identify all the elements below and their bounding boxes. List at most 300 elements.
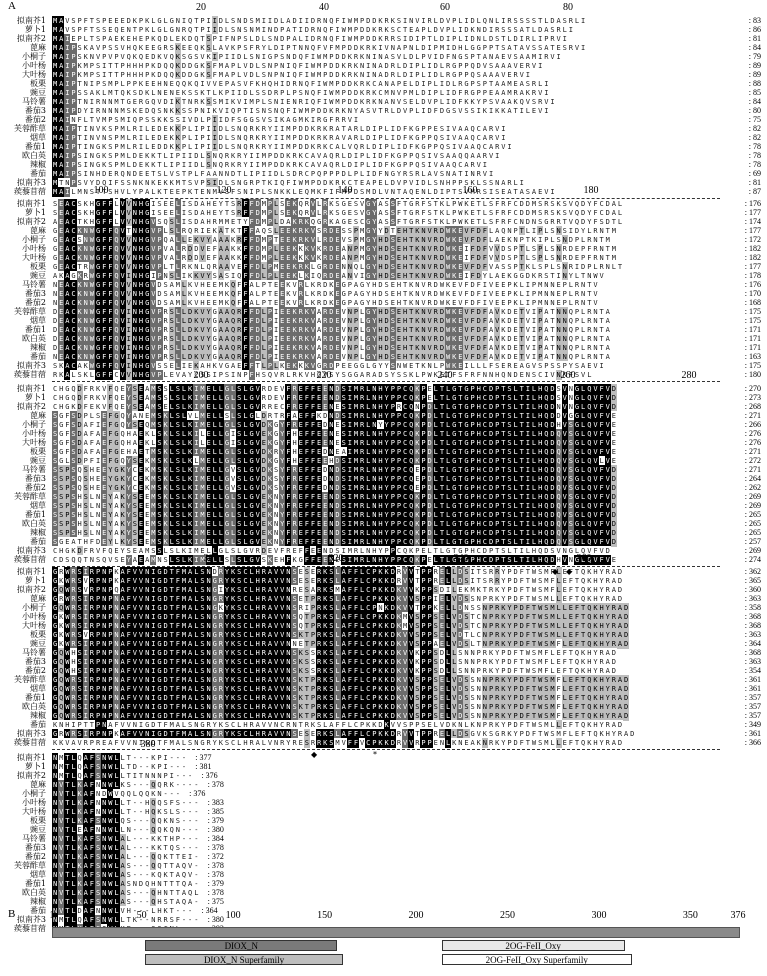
residue-count: : 272 [744,456,761,465]
alignment-block [0,2,767,208]
sequence: S S P S H S L N E Y A K Y S E E M S K L S L K I M E L L G L S L G V E K N Y F R E F F E E N D S I M R L N H Y P P C Q K P D L T L G T G P H C D P T S L T I L H Q D Q V S G L Q V F V D [52,502,616,510]
species-name: 小桐子 [22,789,46,798]
species-name: 烟草 [30,870,46,879]
species-name: 番茄2 [24,666,46,675]
sequence: G Q W R S I R P N P N A F V V N I G D T F M A L S N G K Y K S C L H R A V V N S R I P R K S L A F F L C P N K D K V V T P P K E L L D N S S N P R K Y P D F T W S M L L E F T Q K H Y R A D [52,604,629,612]
residue-count: : 265 [744,519,761,528]
sequence: M A I P S S A K L M T Q K S D K L N E N E K S S K T L K P I I D L S S D R P L P S N Q F I W M P D D K R K C M N V P M L D I P L I D F R G P P E A A M R A K R V I [52,89,549,97]
sequence: N E A C K N W G F F Q V V N H G V D S A M L K V H E E M K Q F F A L P T E E K V R L K R D K E G P A G Y H D S E H T K N V R D W K E V F D F I V E E P K L I P M N N E P L R N T V [52,281,598,289]
scale-tick-label: 200 [408,910,424,921]
species-name: 拟南芥2 [16,34,46,43]
residue-count: : 380 [207,825,224,834]
residue-count: : 176 [744,199,761,208]
residue-count: : 182 [744,253,761,262]
residue-count: : 264 [744,474,761,483]
sequence: N V T L E A F N N W L L N - - - Q Q K Q N - - - [52,826,199,834]
species-name: 马铃薯 [22,465,46,474]
sequence: C D S Q Q T N S Q V S E Y A E A M N S L S L K I M E L L S L S L G V S K E H F K G F F E E N E S I M R L N H Y P P C Q K P E L T L G T G P H C D P T S L T I L H Q D H V N G L Q V F V E [52,556,616,564]
residue-count: : 89 [748,61,761,70]
sequence: G E A C K N W G F F Q V V N H G V P V A L R D D V E F A A K K F F D M P L E E K K K V K R D E A N P M G Y H D S E H T K N V R D W K E I F D F V V D S P T L S P L S N R D E P F R N T M [52,254,616,262]
species-name: 板栗 [30,816,46,825]
residue-count: : 176 [744,280,761,289]
residue-count: : 381 [195,762,212,771]
sequence: C H G K D F E K V F Q E Y S E A M S E L S L K I M E L L G L S L G V R R E C F R E F F E E N E S I M R L N H Y P R C Q N P D L T L G T G P H C D P T S L T I L H Q D N V N G L Q V F V D [52,403,616,411]
sequence: M A I P T N I R N N M T G E R G Q V D I K T N R K S S M I K V I M P L S N I E N R I Q F I W M P D D K R K N A N V S E L D V P L I D F K K Y P S V A A K Q V S R V I [52,98,555,106]
species-name: 烟草 [30,316,46,325]
residue-count: : 265 [744,528,761,537]
residue-count: : 177 [744,226,761,235]
residue-count: : 174 [744,217,761,226]
sequence: M A I L M N S T T S H V L Y P A L K T E E P K T E N M V S F S N I P L S N K K L E Q M K F I F M P D S M D L V N T A Q E N L D I P T S V M R S I S E A T A S A E V I [52,188,555,196]
scale-tick-label: 250 [500,910,515,921]
residue-count: : 87 [748,187,761,196]
species-name: 番茄1 [24,325,46,334]
residue-count: : 363 [744,594,761,603]
species-name: 豌豆 [30,456,46,465]
species-name: 拟南芥2 [16,585,46,594]
ruler-tick-label: 40 [319,2,329,13]
species-name: 马铃薯 [22,834,46,843]
sequence: N V T L D A F N N W L V H - - - L H K T - - - [52,907,193,915]
residue-count: : 269 [744,492,761,501]
sequence: M A V S P F T S S E Q E N T P K L G L G N R Q T P I I D L S N S N M I N D P A T I D R N Q F I W M P D D K R K S C T E A P L D V P L I D K N D I R S S S A T L D A S R L I [52,26,573,34]
residue-count: : 383 [207,798,224,807]
residue-count: : 378 [207,870,224,879]
panel-a-label: A [8,0,16,12]
residue-count: : 361 [744,729,761,738]
sequence: G Q W R S I R P N P N A F V V N I G D T F M A L S N G R Y K S C L H R A V V N S K T P R K S L A F F L C P K K D K V V S P P S E L V D S S N N P R K Y P D F T W S M F L E F T Q K H Y R A D [52,694,629,702]
sequence: N V T L K A F S N W L A S - - - Q H N T T A Q L [52,889,199,897]
ruler-tick-label: 280 [681,370,697,381]
active-site-star: * [373,750,377,759]
residue-count: : 180 [744,370,761,379]
residue-count: : 363 [744,630,761,639]
sequence: D E A C K N W G F F Q V I N H G V P R S L L D K V Y G A A Q R F F D L P I E E K R K V A R D E V N P L G Y H D S E H T K N V R D W K E V F D F A V K D E T V I P A T N N Q P L R N T A [52,326,610,334]
species-name: 芙蓉酢草 [14,675,46,684]
sequence: S S P S H S L N E Y A K Y S E E M S K L S L K I M E L L G L S L G V E K N Y F R E F F E E N D S I M R L N H Y P P C Q K P D L T L G T G P H C D P T S L T I L H Q D Q V S G L Q V F V D [52,529,616,537]
species-name: 小叶杨 [22,798,46,807]
species-name: 番茄3 [24,106,46,115]
species-name: 番茄3 [24,474,46,483]
sequence: M A I P S I N H D E R Q N D E E T S L V S T P L F A A N N D T L I P I I D L S D R C P Q P P P D L P L I D F N G Y R S R L A V S N A T I N R V I [52,170,494,178]
species-name: 番茄2 [24,298,46,307]
species-name: 蒺藜苜蓿 [14,187,46,196]
residue-count: : 69 [748,169,761,178]
sequence: M A I P S K A V P S S V H Q K E E G R S K E E Q K S L A V K P S F R Y L D I P T N N Q F V F M P D D K R K I V N A P N L D I P M I D H L G G P P T S A T A V S S A T E S R V I [52,44,586,52]
residue-count: : 378 [207,861,224,870]
residue-count: : 84 [748,97,761,106]
residue-count: : 361 [744,684,761,693]
residue-count: : 79 [748,52,761,61]
sequence: S S P S Q S H E E Y G K Y C E K M S K L S L K I M E L L G V S L G V D K S Y F R E F F E D N D S I M R L N H Y P P C Q E P D L T L G T G P H C D P T S L T I L H Q D Q V S G L Q V F V D [52,475,616,483]
species-name: 欧白英 [22,334,46,343]
species-name: 烟草 [30,684,46,693]
residue-count: : 177 [744,262,761,271]
residue-count: : 271 [744,447,761,456]
sequence: N V T L K A F N N W L L T - - H Q Q S F S - - - [52,799,199,807]
species-name: 小叶杨 [22,429,46,438]
species-name: 萝卜1 [24,25,46,34]
species-name: 蓖麻 [30,43,46,52]
species-name: 辣椒 [30,897,46,906]
sequence: G K W R S V R P N P K A F V V N I G D T F M A L S N G R Y K S C L H R A V V N S E S E R K S L A F F L C P K K D R V V T P P R E L L D S I T S R R Y P D F T W S M F L E F T Q K H Y R A D [52,577,623,585]
species-name: 小桐子 [22,235,46,244]
sequence: G Q W R S I R P N P N A F V V N I G D T F M A L S N G R Y K S C L H R A V V N S K T P R K S L A F F L C P K K D K V V S P P S E L V D S S N N P R K Y P D F T W S M F L E F T Q K H Y R A D [52,676,629,684]
domain-map [0,910,767,976]
species-name: 欧白英 [22,702,46,711]
residue-count: : 182 [744,244,761,253]
residue-count: : 360 [744,585,761,594]
species-name: 豌豆 [30,88,46,97]
scale-tick-label: 350 [682,910,698,921]
sequence: K K V A V R P R E A F V V N I G D T F M A L S N G R Y K S C L H R A L V N R Y R E S R R K S M V F F V C P K K D R V V R P P E N L K N E A K N R K Y P D F T W S M L L E F T Q K H Y R A D [52,739,623,747]
sequence: A E A C T K H G F F L V V N H G V S Q S L I S D A H R M M E T Y F D M P L D A K R K Q G R K A G E S C G Y A S S F T G R F S T K L P W K E T L S F R F C N D N S G R R T V Q D Y F S D T L [52,218,623,226]
species-name: 蓖麻 [30,594,46,603]
residue-count: : 175 [744,361,761,370]
position-ruler [0,370,767,382]
species-name: 番茄1 [24,510,46,519]
residue-count: : 82 [748,133,761,142]
sequence: S G F S D A F I E F G Q Y S E Q M S K L S L K I M E L L G L S L G V D K G Y F R E F F E D N E S I M R L N Y Y P P C Q K P D L T L G T G P H C D P T S L T I L H Q D H V S G L Q V F V E [52,421,616,429]
sequence: N V T L K A F S N W L A L - - - Q Q K T T E I - [52,853,199,861]
sequence: S G F S D A F A E F G Q H A E K L S K L S L K I L E L L G I S L G V E K G Y F H E F F E E N E S I M R L N H Y P P C Q K P D L T L G T G P H C D P T S L T I L H Q D Q V S G L Q V F V E [52,430,616,438]
species-name: 拟南芥1 [16,16,46,25]
sequence: N V T L K A F N D W V Q Q L Q Q K N - - - [52,790,180,798]
sequence: S S P S H S L N E Y A K Y S E E M S K L S L K I M E L L G L S L G V E K N Y F R E F F E E N D S I M R L N H Y P P C Q K P D L T L G T G P H C D P T S L T I L H Q D Q V S G L Q V F V D [52,511,616,519]
residue-count: : 376 [201,771,218,780]
sequence: G E A C K N W G F F Q V T N H G V P L S L R Q R I E K A T K T F F A Q S L E E K R K V S R D E S S P M G Y Y D T E H T K N V R D W K E V F D F L A Q N P T L I P L S N S I D Y L R N T M [52,227,616,235]
residue-count: : 266 [744,420,761,429]
sequence: M A V S P F T S P E E E D K P K L G L G N I Q T P I I D L S N D S M I I D L A D I I D R N Q F I W M P D D K R K S I N V I R L D V P L I D L Q N L I R S S S S T L D A S R L I [52,17,586,25]
ruler-tick-label: 340 [453,553,469,564]
species-name: 芙蓉酢草 [14,307,46,316]
residue-count: : 269 [744,501,761,510]
residue-count: : 88 [748,79,761,88]
residue-count: : 380 [207,915,224,924]
species-name: 马铃薯 [22,648,46,657]
species-name: 小叶杨 [22,61,46,70]
sequence: C H G K D F R V F Q E Y S E A M S S L S L K I M E L L G L S L G V R D E V F R E F F E E N D S I M R L N H Y P P C Q K P E L T L G T G P H C D P T S L T I L H Q D S V N G L Q V F V D [52,547,610,555]
species-name: 拟南芥1 [16,753,46,762]
species-name: 豌豆 [30,271,46,280]
species-name: 萝卜1 [24,576,46,585]
iron-binding-diamond: ◆ [552,567,559,576]
species-name: 蒺藜苜蓿 [14,370,46,379]
residue-count: : 276 [744,429,761,438]
position-ruler [0,185,767,197]
species-name: 蒺藜苜蓿 [14,738,46,747]
residue-count: : 372 [207,852,224,861]
species-name: 番茄1 [24,693,46,702]
sequence: M A I P K M P S I T T P H H H P K D Q Q K D D G K S F M A P L V D L S N P N I Q F I W M P D D K R K N I N A D R L D I P L I D L R G P P Q D V S A A A V E R V I [52,62,543,70]
ruler-tick-label: 320 [328,553,344,564]
species-name: 蒺藜苜蓿 [14,555,46,564]
species-name: 烟草 [30,133,46,142]
residue-count: : 358 [744,603,761,612]
ruler-tick-label: 140 [337,185,353,196]
species-name: 大叶杨 [22,438,46,447]
species-name: 欧白英 [22,519,46,528]
iron-binding-diamond: ◆ [311,750,318,759]
sequence: G R W R S I R P N P N A F V V N I G D T F M A L S N G R Y K S C L H R A V V N S E T P R K S L A F F L C P K K D K V V S P P I E L V D S S N P R K Y P D F T W S M L L E F T Q K H Y R A D [52,595,623,603]
residue-count: : 364 [201,906,218,915]
residue-count: : 349 [744,720,761,729]
species-name: 小叶杨 [22,244,46,253]
sequence: G R W R S I R P N P K A F V V N I G D T F M A L S N G R Y K S C L H R A V V N S E S E R K S L A F F L C P K K D R V V T P P R E L L D S G V K S G R K Y P D F T W S M F L E F T Q K H Y R A D [52,730,635,738]
ruler-tick-label: 380 [140,739,156,750]
species-name: 番茄 [30,352,46,361]
residue-count: : 362 [744,567,761,576]
sequence: M A I P T I N V K S P M L R I L E D E K K P L I P I I D L S N Q R K R Y I I M P D D K R K R A T A R L D I P L I D F K G P P E S I V A A Q C A R V I [52,125,506,133]
scale-tick-label: 150 [317,910,333,921]
sequence: S E A C S K H G F F L V V N H G I S E E L I S D A H E Y T S R F F D M P L S E K Q R V L R K S G E S V G Y A S S F T G R F S T K L P W K E T L S F R F C D D M S R S K S V Q D Y F C D A L [52,200,623,208]
residue-count: : 86 [748,25,761,34]
species-name: 板栗 [30,447,46,456]
residue-count: : 368 [744,612,761,621]
residue-count: : 376 [189,789,206,798]
residue-count: : 81 [748,34,761,43]
species-name: 番茄 [30,537,46,546]
ruler-tick-label: 60 [440,2,450,13]
sequence: S S P S Q S H E E Y G K Y C E K M S K L S L K I M E L L G V S L G V D K S Y F R E F F E D N D S I M R L N H Y P P C Q E P D L T L G T G P H C D P T S L T I L H Q D Q V S G L Q V F V D [52,484,616,492]
sequence: M A I E P L T S P A E K E H E P K Q D L E K D Q T S P I F N P S L D L S N D P A L I D R N Q F I W M P D D K R R S I D I P T L D I P L I D N L D S T L D I R L I P R V I [52,35,567,43]
residue-count: : 78 [748,142,761,151]
species-name: 板栗 [30,79,46,88]
sequence: M A I P T I N V N S P M L R I L E D E K K P L I P I I D L S N Q R K R Y I I M P D D K R K R A V A R L D I P L I D F K G P P Q S I V A A Q C A R V I [52,134,506,142]
residue-count: : 83 [748,16,761,25]
sequence: D E A C K N W G F F Q V I N H G V P R S L L D K V Y G A A Q R F F D L P I E E K R K V A R D E V N P L G Y H D S E H T K N V R D W K E V F D F A V K D E T V I P A T N N Q P L R N T A [52,335,610,343]
sequence: G Q W H S I R P N P N A F V V N I G D T F M A L S N G R Y K S C L H R A V V N S K S S R K S L A F F L C P K K D K V V K P P S D L L S N N P R K Y P D F T W S M F L E F T Q K H Y R A D [52,658,616,666]
residue-count: : 82 [748,124,761,133]
scale-tick-label: 50 [136,910,147,921]
residue-count: : 85 [748,88,761,97]
sequence: G K W R S I R P N P N A F V V N I G D T F M A L S N G R Y K S C L H R A V V N N E T P R K S L A F F L C P K K D K V V S P P A E L V D S L T N P R K Y P D F T W S M F L E F T Q K H Y R A D [52,640,629,648]
sequence: M A I P S I N G K S P M L D E K K T L I P I I D L S N Q R K R Y I I M P D D K R K C A V A Q R L D I P L I D F K G P P Q S I V A A Q C A R V I [52,161,488,169]
sequence: G K W R S V R P N P N A F V V N I G D T F M A L S N G R Y K S C L H R A V V N S K T P R K S L A F F L C P K K D K V V S P P S E L V D T L C N P R K Y P D F T W S M L L E F T Q K H Y R A D [52,631,629,639]
residue-count: : 385 [207,807,224,816]
residue-count: : 171 [744,343,761,352]
sequence: M A I N F L T V M P S M I Q P S S K K S S I V D L P I I D F S G G S V S I K A G M K I R G F R R V I [52,116,359,124]
sequence: G K W R S I R P N P N A F V V N I G D T F M A L S N G R Y K S C L H R A V V N S Q T P R K S L A F F L C P K K D K M V S P P S E L V D S T C N P R K Y P D F T W S M L L E F T Q K H Y R A D [52,613,629,621]
residue-count: : 368 [744,648,761,657]
alignment-block [0,553,767,759]
sequence: M A I P T I N G K S P M L R I L E D D K K P L I P I I D L S N Q R K R Y I I M P D D K R K C A L V Q R L D I P L I D F K G P P Q S I V A A Q C A R V I [52,143,512,151]
residue-count: : 172 [744,235,761,244]
ruler-tick-label: 180 [583,185,599,196]
species-name: 豌豆 [30,639,46,648]
species-name: 拟南芥1 [16,567,46,576]
residue-count: : 268 [744,402,761,411]
residue-count: : 171 [744,325,761,334]
sequence: G Q W H S I R P N P N A F V V N I G D T F M A L S N G R Y K S C L H R A V V N S K S S R K S L A F F L C P K K D K V V K P P S D L L S N N P R K Y P D F T W S M F L E F T Q K H Y R A D [52,667,616,675]
sequence: G R W R S I R P N P K A F V V N I G D T F M A L S N D R Y K S C L H R A V V N S E S E R K S L A F F L C P K K D R V V T P P R E L L D S I T S R R Y P D F T W S M F L E F T Q K H Y R A D [52,568,623,576]
residue-count: : 361 [744,675,761,684]
sequence: M A I P K M P S I T T P H H H P K D Q Q K D D G K S F M A P L V D L S N P N I Q F I W M P D D K R K N I N A D R L D I P L I D L R G P P Q S A A A V E R V I [52,71,530,79]
position-ruler [0,553,767,565]
ruler-tick-label: 300 [203,553,219,564]
species-name: 萝卜1 [24,393,46,402]
sequence: N M T L Q A F S N W L L T D - - K P I - - - [52,763,187,771]
species-name: 蒺藜苜蓿 [14,924,46,933]
ruler-tick-label: 120 [216,185,232,196]
sequence: G Q W R S I R P N P N A F V V N I G D T F M A L S N G R Y K S C L H R A V V N S K T P R K S L A F F L C P K K D K V V S P P S E L V D S S N N P R K Y P D F T W S M F L E F T Q K H Y R A D [52,685,629,693]
ruler-tick-label: 80 [563,2,573,13]
scale-tick-label: 1 [49,910,55,921]
residue-count: : 269 [744,546,761,555]
sequence: N E A C K N W G F F Q V I N H G V P R S L L D K V Y G A A Q R F F D L P I E E K R K V A R D E V N P L G Y H D S E H T K N V R D W K E V F D F A V K D E T V I P A T N N Q P L R N T A [52,353,610,361]
residue-count: : 365 [744,576,761,585]
species-name: 辣椒 [30,528,46,537]
sequence: S S P S H S L N E Y A K Y S E E M S K L S L K I M E L L G L S L G V E K N Y F R E F F E E N D S I M R L N H Y P P C Q K P D L T L G T G P H C D P T S L T I L H Q D Q V S G L Q V F V D [52,493,616,501]
sequence: A K A G K R W G F F Q V I N H G I P N S L I K K V Y S A S I Q F F D L P L E E K L K I Q R D E A N V I G Y H D S E H T K N V R D W K E I F D Y L A E K G G D K R S T I N Y L T N W V [52,272,604,280]
sequence: D E A C K N W G F F Q V I N H G V P R S L L D K V Y G A A Q R F F D L P I E E K R K V A R D E V N P L G Y H D S E H T K N V R D W K E V F D F A V K D E T V I P A T N N Q P L R N T A [52,317,610,325]
alignment-block [0,370,767,576]
sequence: C H G Q D F R K V F Q E Y S E A M S S L S L K I M E L L G L S L G V R D E V F R E F F E E N D S I M R L N H Y P P C Q K P E L T L G T G P H C D P T S L T I L H Q D S V N G L Q V F V D [52,394,616,402]
sequence: K N H I P T T P N A F V V N I G D T F M A L S N G R Y K S C L H R A V V N C R N T R K S L A F F L C P K K D K V V S P P S E L V D K N L K N P R K Y P D F T W S M L L E F T Q K H Y R A D [52,721,623,729]
species-name: 豌豆 [30,825,46,834]
scale-tick-label: 300 [591,910,607,921]
sequence: S G F S D P L S E F G Q Y A N E M S K L S L V L M E L L S L S L G L D R T R F A E F F K D N D S I M R L N H Y P P C Q K P D L T L G T G P H C D P T S L T I L H Q D D V G G L Q V F V E [52,412,616,420]
ruler-tick-label: 200 [193,370,209,381]
scale-tick-label: 376 [730,910,746,921]
residue-count: : 171 [744,334,761,343]
sequence: C H G Q D F R K V F Q E Y S E A M S S L S L K I M E L L G L S L G V R D E V F R E F F E E N D S I M R L N H Y P P C Q K P E L T L G T G P H C D P T S L T I L H Q D S V N G L Q V F V D [52,385,616,393]
residue-count: : 364 [744,639,761,648]
species-name: 烟草 [30,501,46,510]
position-ruler [0,2,767,14]
domain-scale [0,910,767,924]
species-name: 番茄1 [24,142,46,151]
residue-count: : 378 [207,780,224,789]
species-name: 大叶杨 [22,621,46,630]
sequence: N V T L K A F N N W L L T - - H Q K S L S - - - [52,808,199,816]
species-name: 板栗 [30,630,46,639]
species-name: 小桐子 [22,52,46,61]
residue-count: : 271 [744,411,761,420]
species-name: 芙蓉酢草 [14,492,46,501]
species-name: 拟南芥3 [16,546,46,555]
sequence: G K W R S I R P N P N A F V V N I G D T F M A L S N G R Y K S C L H R A V V N S Q T P R K S L A F F L C P K K D K M V S P P S E L V D S T C N P R K Y P D F T W S M L L E F T Q K H Y R A D [52,622,629,630]
sequence: N M T L Q A F S N W L L T K - - N R R S F - - - [52,916,199,924]
sequence: R K A L S K L G F F C V V N H G V P L E V A Y C S S I P S I N P F H S Q V R L R K V H G V S Y S G G A R A D S Y S S K L P W K E T F S F R F N N H Q N D E N S C I V N K F S V L [52,371,592,379]
species-name: 番茄3 [24,289,46,298]
sequence: G E A C S N W G F F Q V V N H G V P Q A L L E K V Y A A A K R F F D M P T E E K R K V L R D E V S P M G Y H D S E H T K N V R D W K E V F D F L A E K N P T K I P L S N D P L R N T M [52,236,610,244]
ruler-tick-label: 220 [316,370,332,381]
species-name: 拟南芥3 [16,361,46,370]
species-name: 萝卜1 [24,762,46,771]
species-name: 芙蓉酢草 [14,861,46,870]
species-name: 芙蓉酢草 [14,124,46,133]
sequence: M A I P T N I P S M P L P P K E E H N E Q Q K Q I V V E P A S V F K H Q H I D R N Q F I W M P D D K R K C A N A P E L D I P L I D L R G P S P T A A M E A S R L I [52,80,549,88]
position-ruler [0,739,767,751]
residue-count: : 81 [748,178,761,187]
sequence: S S P S H S L N E Y A K Y S E E M S K L S L K I M E L L G L S L G V E K N Y F R E F F E E N D S I M R L N H Y P P C Q K P D L T L G T G P H C D P T S L T I L H Q D Q V S G L Q V F V D [52,520,616,528]
sequence: G Q W R S I R P N P N A F V V N I G D T F M A L S N G R Y K S C L H R A V V N S K T P R K S L A F F L C P K K D K V V S P P S E L V D S S N N P R K Y P D F T W S M F L E F T Q K H Y R A D [52,712,629,720]
sequence: N V T L K A F S N W L A L - - - K K T H P - - - [52,835,199,843]
species-name: 番茄2 [24,483,46,492]
species-name: 大叶杨 [22,70,46,79]
residue-count: : 354 [744,666,761,675]
species-name: 欧白英 [22,888,46,897]
domain-box: DIOX_N [145,940,337,951]
residue-count: : 378 [207,843,224,852]
species-name: 辣椒 [30,711,46,720]
species-name: 拟南芥2 [16,402,46,411]
residue-count: : 177 [744,208,761,217]
ruler-tick-label: 240 [437,370,453,381]
residue-count: : 357 [744,711,761,720]
residue-count: : 168 [744,298,761,307]
residue-count: : 375 [207,897,224,906]
residue-count: : 379 [207,816,224,825]
sequence: G Q W R S V R P N P Q A F V V N I G D T F M A L S N G I Y K S C L H R A V V N R E S A R K S M A F F L C P K K D K V V K P P S D I L E K M K T R K Y P D F T W S M F L E F T Q K H Y R A D [52,586,623,594]
ruler-tick-label: 360 [576,553,592,564]
sequence: N V T L K A F S N W L A S - - - Q H S T A Q A - [52,898,199,906]
sequence: N M T L Q A F S N W L L T I T N N N P I - - - [52,772,193,780]
residue-count: : 363 [744,657,761,666]
residue-count: : 170 [744,289,761,298]
residue-count: : 265 [744,510,761,519]
domain-box: DIOX_N Superfamily [145,954,343,965]
residue-count: : 89 [748,70,761,79]
species-name: 小桐子 [22,603,46,612]
ruler-tick-label: 260 [560,370,576,381]
residue-count: : 368 [744,621,761,630]
scale-tick-label: 100 [225,910,241,921]
species-name: 萝卜1 [24,208,46,217]
species-name: 小叶杨 [22,612,46,621]
residue-count: : 175 [744,307,761,316]
species-name: 拟南芥3 [16,178,46,187]
residue-count: : 357 [744,702,761,711]
sequence: D E A C K N W G F F Q V I N H G V P R S L L D K V Y G A A Q R F F D L P I E E K R K V A R D E V N P L G Y H D S E H T K N V R D W K E V F D F A V K D E T V I P A T N N Q P L R N T A [52,344,610,352]
species-name: 番茄 [30,906,46,915]
species-name: 辣椒 [30,343,46,352]
ruler-tick-label: 160 [462,185,478,196]
residue-count: : 377 [195,753,212,762]
residue-count: : 276 [744,438,761,447]
sequence: G E A C K N W G F F Q V V N H G V P V A L R D D V E F A A K K F F D M P L E E K K K V K R D E A N P M G Y H D S E H T K N V R D W K E I F D F V V D S P T L S P L S N R D E P F R N T M [52,245,616,253]
sequence: S G F S D A F A E F G Q H A E K L S K L S L K I L E L L G I S L G V E K G Y F H E F F E E N E S I M R L N H Y P P C Q K P D L T L G T G P H C D P T S L T I L H Q D Q V S G L Q V F V E [52,439,616,447]
residue-count: : 274 [744,555,761,564]
sequence: S E A C S K H G F F L V V N H G I S E E L I S D A H E Y T S R F F D M P L S E K Q R V L R K S G E S V G Y A S S F T G R F S T K L P W K E T L S F R F C D D M S R S K S V Q D Y F C D A L [52,209,623,217]
sequence: N E A C K N W G F F Q V V N H G V D S A M L K V H E E M K Q F F A L P T E E K V R L K R D K E G P A G Y H D S E H T K N V R D W K E V F D F I V E E P K L I P M N N E P L R N T V [52,290,598,298]
species-name: 番茄2 [24,852,46,861]
iron-binding-diamond: ◆ [566,567,573,576]
species-name: 拟南芥1 [16,199,46,208]
residue-count: : 84 [748,43,761,52]
species-name: 小桐子 [22,420,46,429]
sequence: N V T L K A F S N W L A S - - - Q Q T T A Q V - [52,862,199,870]
species-name: 番茄2 [24,115,46,124]
protein-length-bar [52,927,740,938]
sequence: M T N P S V Y D Q I F S S N K N K E K K M T S V P S I D L S N G R P T K I Q F I W M P D D K R K C T E A P E L D V P V I D L S N H P P S K L S S N A R L I [52,179,524,187]
species-name: 番茄3 [24,657,46,666]
residue-count: : 78 [748,160,761,169]
sequence: N M T L Q A F S N W L L T - - - K P I - - - [52,754,187,762]
species-name: 拟南芥2 [16,217,46,226]
domain-box: 2OG-FeII_Oxy [442,940,625,951]
residue-count: : 262 [744,483,761,492]
residue-count: : 366 [744,738,761,747]
sequence: G E A C T R W G F F Q V V N H G V P L T L R K N L Q R A A V E F F D L P M E E K R K L G R D E N N Q L G Y H D S E H T K N V R D W K E V F D F V A S S P T K L S P L S N R I D P L R N L T [52,263,623,271]
species-name: 番茄1 [24,879,46,888]
sequence: S G E A T H F D E Y L K Y S E E M S K L S L K I M E L L G L S L G V E K N Y F R E F F E E N D S I M R L N H Y P P C Q K P D L T L G T G P H C D P T S L T I L H Q D Q V S G L Q V F V D [52,538,616,546]
species-name: 板栗 [30,262,46,271]
species-name: 大叶杨 [22,253,46,262]
species-name: 马铃薯 [22,97,46,106]
residue-count: : 80 [748,106,761,115]
